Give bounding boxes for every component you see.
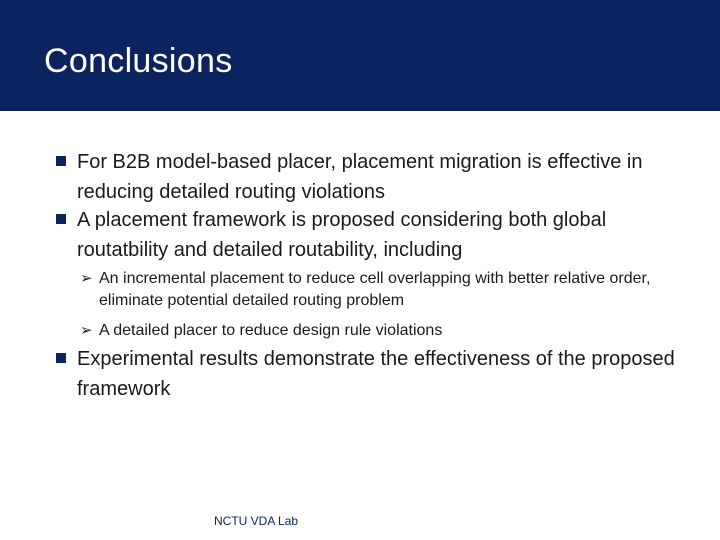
square-bullet-icon [56, 353, 66, 363]
sub-bullet-item [80, 320, 660, 342]
title-bar [0, 0, 720, 111]
square-bullet-icon [56, 156, 66, 166]
square-bullet-icon [56, 214, 66, 224]
bullet-item [56, 205, 696, 265]
arrowhead-bullet-icon: ➢ [80, 322, 93, 339]
sub-bullet-text: A detailed placer to reduce design rule violations [99, 322, 443, 339]
bullet-text: Experimental results demonstrate the effectiveness of the proposed framework [77, 348, 675, 400]
bullet-item [56, 147, 696, 207]
footer-label: NCTU VDA Lab [214, 514, 299, 528]
sub-bullet-item [80, 268, 660, 312]
slide-title: Conclusions [44, 42, 233, 80]
sub-bullet-text: An incremental placement to reduce cell overlapping with better relative order, eliminate potential detailed routing problem [99, 270, 651, 309]
bullet-text: For B2B model-based placer, placement migration is effective in reducing detailed routing violations [77, 151, 643, 203]
bullet-text: A placement framework is proposed considering both global routatbility and detailed routability, including [77, 209, 607, 261]
bullet-item [56, 344, 696, 404]
arrowhead-bullet-icon: ➢ [80, 270, 93, 287]
